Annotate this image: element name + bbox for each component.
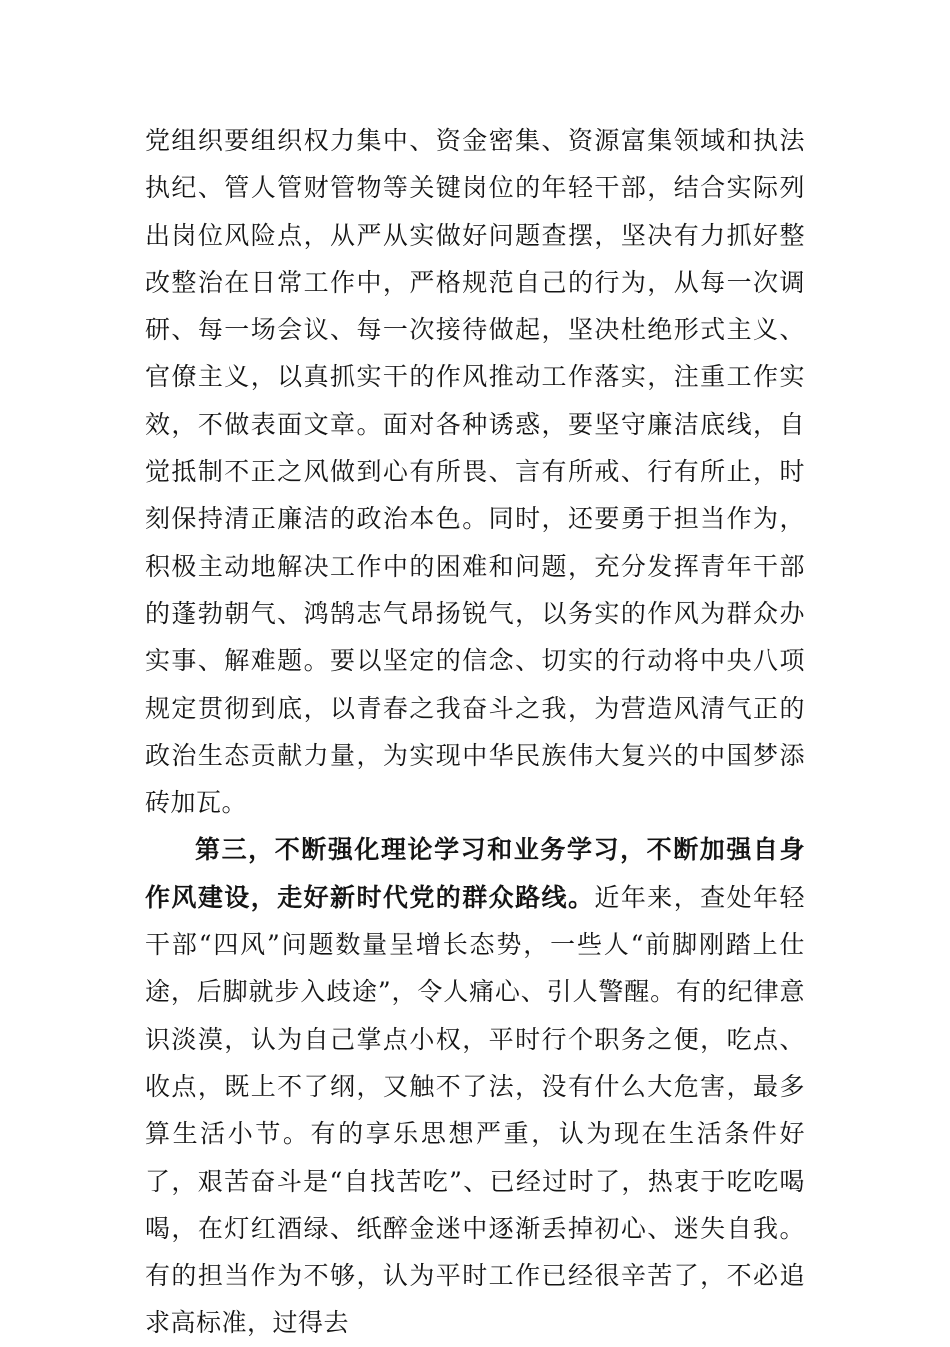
paragraph-2-text: 近年来，查处年轻干部“四风”问题数量呈增长态势，一些人“前脚刚踏上仕途，后脚就步入歧途”，令人痛心、引人警醒。有的纪律意识淡漠，认为自己掌点小权，平时行个职务之便，吃点、收点，既上不了纲，又触不了法，没有什么大危害，最多算生活小节。有的享乐思想严重，认为现在生活条件好了，艰苦奋斗是“自找苦吃”、已经过时了，热衷于吃吃喝喝，在灯红酒绿、纸醉金迷中逐渐丢掉初心、迷失自我。有的担当作为不够，认为平时工作已经很辛苦了，不必追求高标准，过得去 <box>145 882 805 1338</box>
paragraph-2 <box>145 826 805 1346</box>
paragraph-1-text: 党组织要组织权力集中、资金密集、资源富集领域和执法执纪、管人管财管物等关键岗位的年轻干部，结合实际列出岗位风险点，从严从实做好问题查摆，坚决有力抓好整改整治在日常工作中，严格规范自己的行为，从每一次调研、每一场会议、每一次接待做起，坚决杜绝形式主义、官僚主义，以真抓实干的作风推动工作落实，注重工作实效，不做表面文章。面对各种诱惑，要坚守廉洁底线，自觉抵制不正之风做到心有所畏、言有所戒、行有所止，时刻保持清正廉洁的政治本色。同时，还要勇于担当作为，积极主动地解决工作中的困难和问题，充分发挥青年干部的蓬勃朝气、鸿鹄志气昂扬锐气，以务实的作风为群众办实事、解难题。要以坚定的信念、切实的行动将中央八项规定贯彻到底，以青春之我奋斗之我，为营造风清气正的政治生态贡献力量，为实现中华民族伟大复兴的中国梦添砖加瓦。 <box>145 126 805 818</box>
paragraph-2-heading: 第三，不断强化理论学习和业务学习，不断加强自身作风建设，走好新时代党的群众路线。 <box>145 835 805 912</box>
document-body <box>145 117 805 1347</box>
paragraph-1 <box>145 117 805 826</box>
